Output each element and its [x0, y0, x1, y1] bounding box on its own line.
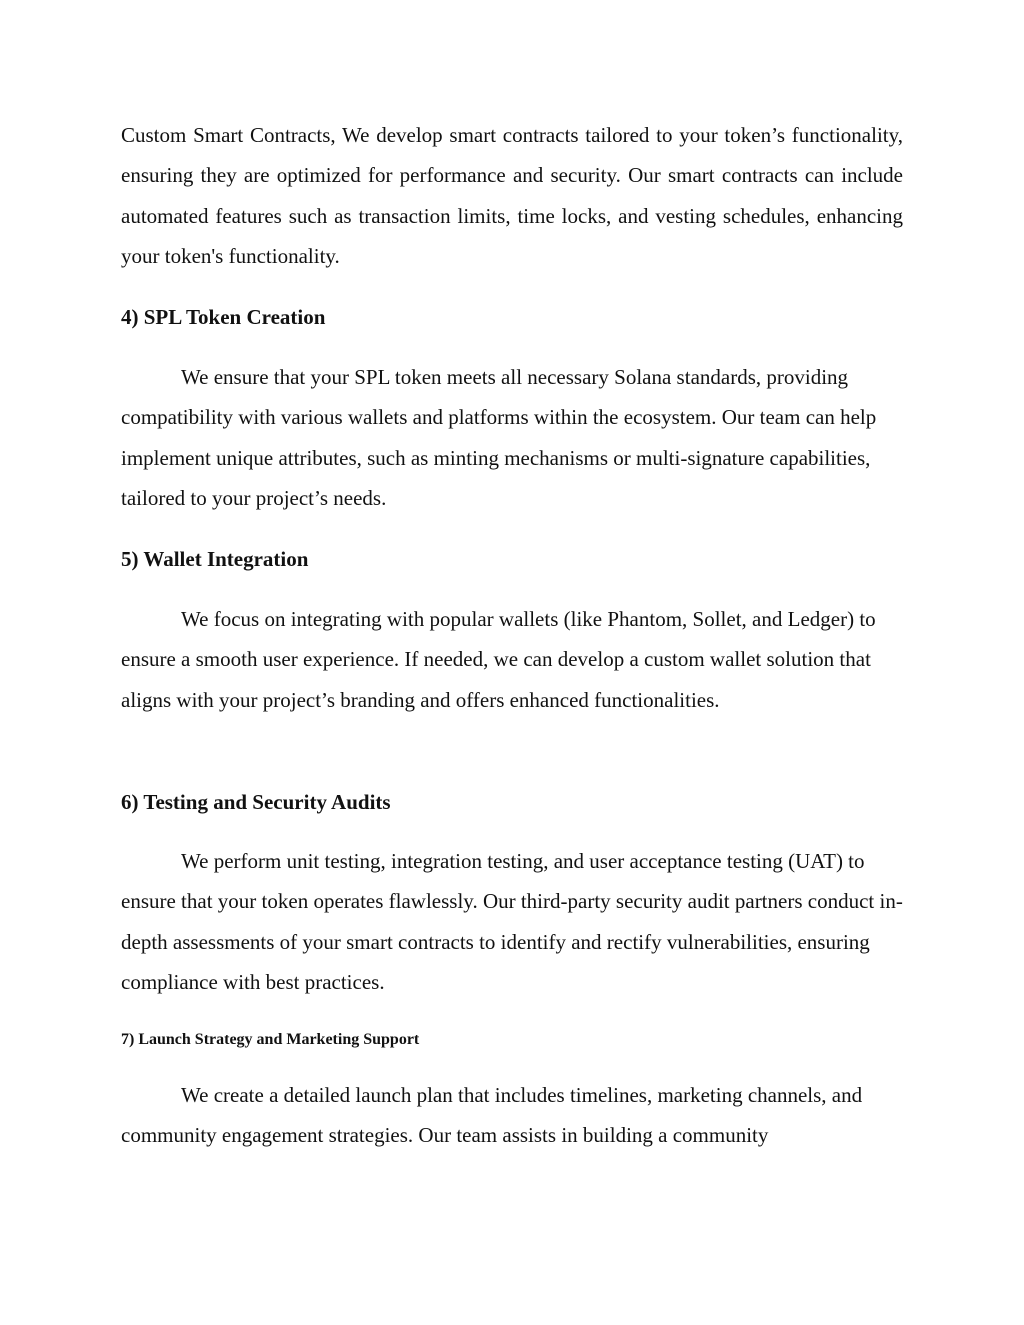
paragraph-spl-token-creation: We ensure that your SPL token meets all necessary Solana standards, providing compatibility with various wallets and platforms within the ecosystem. Our team can help implement unique attributes, such as minting mechanisms or multi-signature capabilities, tailored to your project’s needs. [121, 365, 877, 510]
heading-launch-strategy: 7) Launch Strategy and Marketing Support [121, 1031, 420, 1048]
heading-wallet-integration: 5) Wallet Integration [121, 547, 309, 571]
heading-testing-security-audits: 6) Testing and Security Audits [121, 790, 391, 814]
paragraph-launch-strategy: We create a detailed launch plan that includes timelines, marketing channels, and community engagement strategies. Our team assists in building a community [121, 1083, 863, 1148]
heading-spl-token-creation: 4) SPL Token Creation [121, 305, 326, 329]
paragraph-custom-smart-contracts: Custom Smart Contracts, We develop smart contracts tailored to your token’s functionality, ensuring they are optimized for performance and security. Our smart contracts can include automated features such as transaction limits, time locks, and vesting schedules, enhancing your token's functionality. [121, 123, 903, 268]
paragraph-wallet-integration: We focus on integrating with popular wallets (like Phantom, Sollet, and Ledger) to ensure a smooth user experience. If needed, we can develop a custom wallet solution that aligns with your project’s branding and offers enhanced functionalities. [121, 607, 876, 712]
paragraph-testing-security-audits: We perform unit testing, integration testing, and user acceptance testing (UAT) to ensure that your token operates flawlessly. Our third-party security audit partners conduct in-depth assessments of your smart contracts to identify and rectify vulnerabilities, ensuring compliance with best practices. [121, 849, 903, 994]
